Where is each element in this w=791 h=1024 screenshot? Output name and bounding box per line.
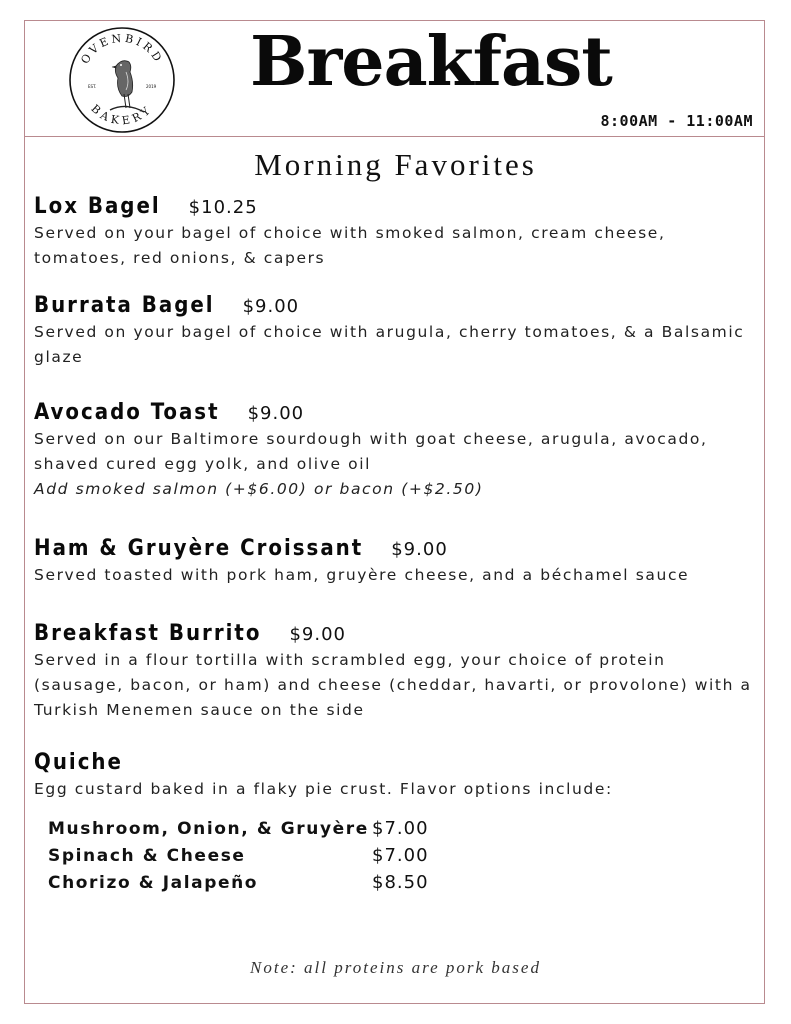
logo-est-right: 2019	[146, 84, 157, 89]
quiche-option-price: $7.00	[372, 818, 429, 839]
item-description-line: Served on your bagel of choice with smoked salmon, cream cheese,	[34, 224, 666, 242]
bird-icon	[110, 61, 144, 112]
logo-top-text: OVENBIRD	[78, 31, 166, 67]
item-description	[34, 221, 754, 271]
item-description-line: tomatoes, red onions, & capers	[34, 249, 326, 267]
bakery-logo	[66, 26, 178, 134]
page-title: Breakfast	[250, 22, 612, 102]
item-description	[34, 648, 754, 723]
quiche-option-price: $7.00	[372, 845, 429, 866]
item-description-line: (sausage, bacon, or ham) and cheese (cheddar, havarti, or provolone) with a	[34, 676, 752, 694]
menu-item-breakfast-burrito	[34, 621, 754, 723]
item-description	[34, 427, 754, 477]
svg-text:BAKERY	[88, 102, 155, 127]
item-description-line: glaze	[34, 348, 84, 366]
quiche-option-name: Spinach & Cheese	[48, 846, 246, 866]
quiche-option	[48, 818, 468, 845]
footer-note: Note: all proteins are pork based	[250, 958, 541, 977]
item-price: $9.00	[391, 539, 448, 560]
item-name: Ham & Gruyère Croissant	[34, 536, 364, 561]
quiche-option-name: Chorizo & Jalapeño	[48, 873, 259, 893]
item-description-line: Served toasted with pork ham, gruyère cheese, and a béchamel sauce	[34, 566, 690, 584]
item-name: Quiche	[34, 750, 123, 775]
menu-item-lox-bagel	[34, 194, 754, 271]
item-description-line: Served on our Baltimore sourdough with goat cheese, arugula, avocado,	[34, 430, 708, 448]
item-price: $9.00	[242, 296, 300, 317]
section-title: Morning Favorites	[254, 147, 537, 182]
menu-item-burrata-bagel	[34, 293, 754, 370]
menu-item-ham-gruyere-croissant	[34, 536, 754, 588]
menu-item-quiche	[34, 750, 754, 802]
item-description-line: shaved cured egg yolk, and olive oil	[34, 455, 372, 473]
quiche-option	[48, 872, 468, 899]
item-price: $9.00	[247, 403, 305, 424]
logo-est-left: EST.	[88, 84, 97, 89]
item-description-line: Served on your bagel of choice with arugula, cherry tomatoes, & a Balsamic	[34, 323, 745, 341]
service-hours: 8:00AM - 11:00AM	[600, 112, 753, 130]
quiche-option-price: $8.50	[372, 872, 429, 893]
item-description-line: Turkish Menemen sauce on the side	[34, 701, 365, 719]
item-price: $10.25	[188, 197, 258, 218]
item-name: Avocado Toast	[34, 400, 220, 425]
quiche-option	[48, 845, 468, 872]
logo-bottom-text: BAKERY	[88, 101, 156, 128]
item-description-line: Egg custard baked in a flaky pie crust. Flavor options include:	[34, 780, 613, 798]
quiche-options-list	[48, 818, 468, 899]
item-name: Breakfast Burrito	[34, 621, 262, 646]
item-price: $9.00	[289, 624, 346, 645]
header-divider	[24, 136, 765, 137]
logo-seal	[66, 26, 178, 134]
quiche-option-name: Mushroom, Onion, & Gruyère	[48, 819, 369, 839]
item-description	[34, 320, 754, 370]
item-description	[34, 563, 754, 588]
item-description-line: Served in a flour tortilla with scrambled egg, your choice of protein	[34, 651, 666, 669]
item-name: Burrata Bagel	[34, 293, 215, 318]
item-addon: Add smoked salmon (+$6.00) or bacon (+$2.50)	[34, 480, 484, 498]
menu-item-avocado-toast	[34, 400, 754, 502]
item-description	[34, 777, 754, 802]
item-name: Lox Bagel	[34, 194, 161, 219]
